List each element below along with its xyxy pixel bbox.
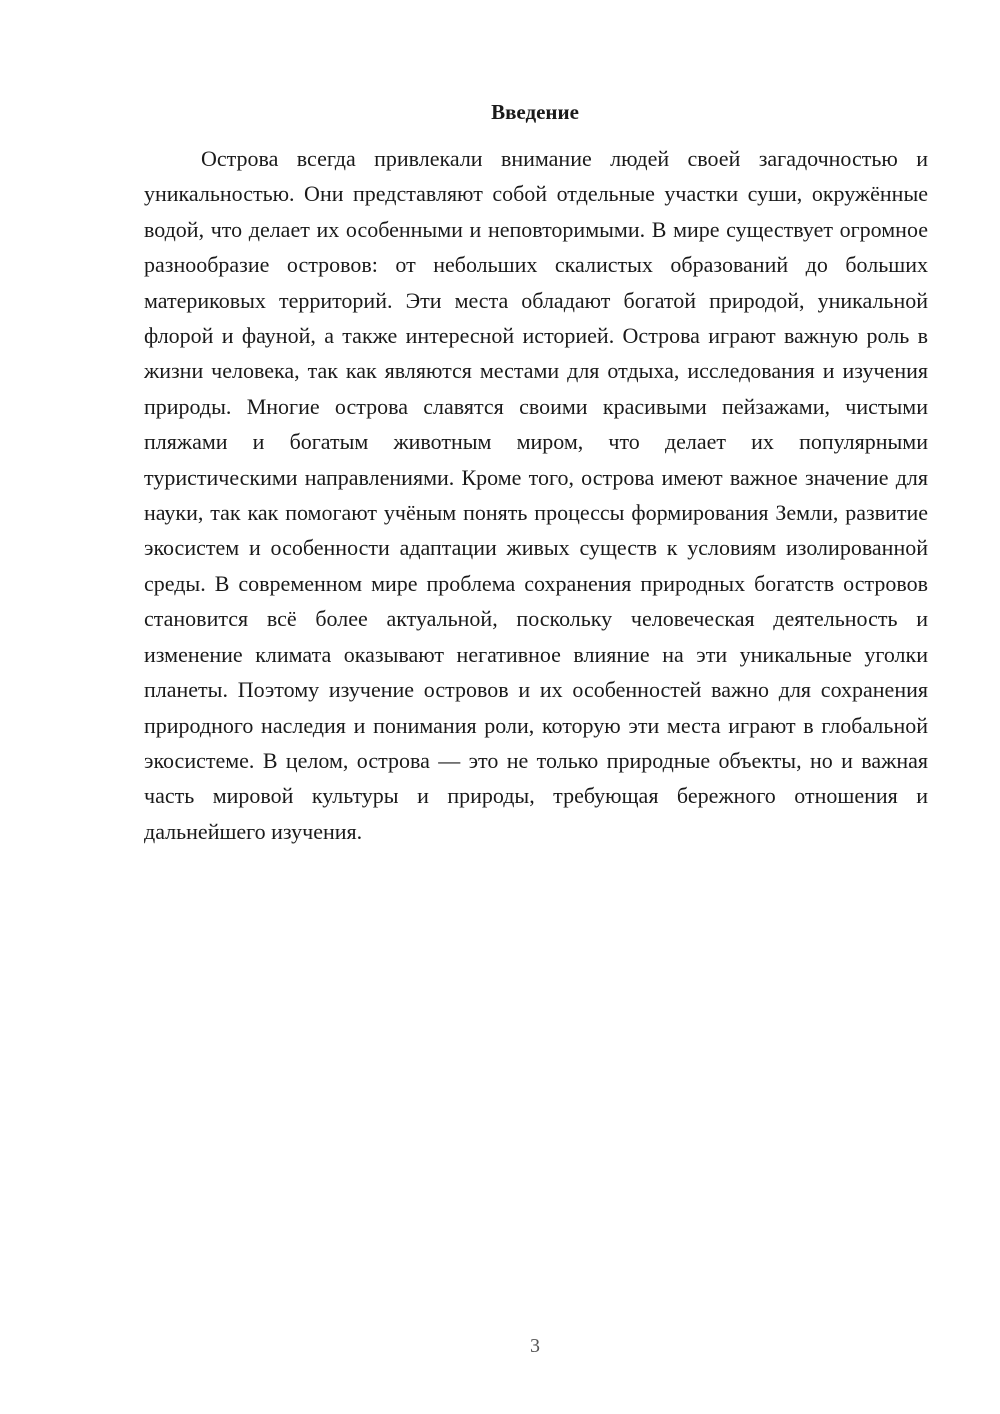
page-number: 3	[530, 1335, 540, 1357]
section-title: Введение	[491, 100, 579, 124]
body-paragraph: Острова всегда привлекали внимание людей своей загадочностью и уникальностью. Они представляют собой отдельные участки суши, окружённые водой, что делает их особенными и неповторимыми. В мире существует огромное разнообразие островов: от небольших скалистых образований до больших материковых территорий. Эти места обладают богатой природой, уникальной флорой и фауной, а также интересной историей. Острова играют важную роль в жизни человека, так как являются местами для отдыха, исследования и изучения природы. Многие острова славятся своими красивыми пейзажами, чистыми пляжами и богатым животным миром, что делает их популярными туристическими направлениями. Кроме того, острова имеют важное значение для науки, так как помогают учёным понять процессы формирования Земли, развитие экосистем и особенности адаптации живых существ к условиям изолированной среды. В современном мире проблема сохранения природных богатств островов становится всё более актуальной, поскольку человеческая деятельность и изменение климата оказывают негативное влияние на эти уникальные уголки планеты. Поэтому изучение островов и их особенностей важно для сохранения природного наследия и понимания роли, которую эти места играют в глобальной экосистеме. В целом, острова — это не только природные объекты, но и важная часть мировой культуры и природы, требующая бережного отношения и дальнейшего изучения.	[144, 146, 928, 844]
